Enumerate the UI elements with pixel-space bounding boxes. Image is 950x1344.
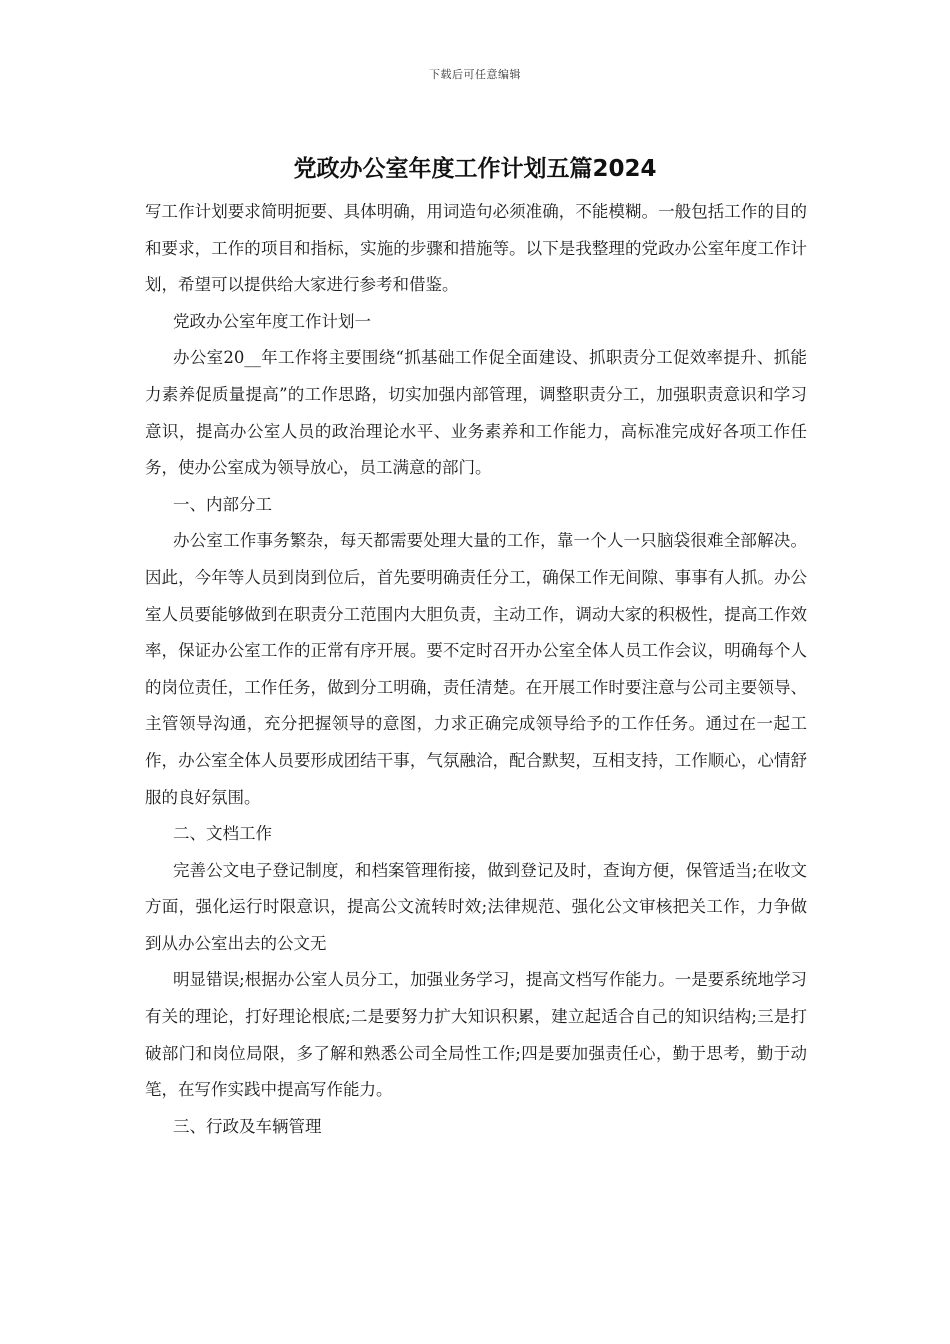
section-heading-plan-one: 党政办公室年度工作计划一 [173, 311, 371, 331]
intro-paragraph: 写工作计划要求简明扼要、具体明确，用词造句必须准确，不能模糊。一般包括工作的目的和要求，工作的项目和指标，实施的步骤和措施等。以下是我整理的党政办公室年度工作计划，希望可以提供给大家进行参考和借鉴。 [145, 202, 807, 295]
document-body [145, 194, 807, 1145]
heading-internal-division: 一、内部分工 [173, 494, 272, 514]
document-title: 党政办公室年度工作计划五篇2024 [293, 156, 657, 182]
plan-one-paragraph: 办公室20__年工作将主要围绕“抓基础工作促全面建设、抓职责分工促效率提升、抓能力素养促质量提高”的工作思路，切实加强内部管理，调整职责分工，加强职责意识和学习意识，提高办公室人员的政治理论水平、业务素养和工作能力，高标准完成好各项工作任务，使办公室成为领导放心，员工满意的部门。 [145, 348, 807, 478]
document-work-paragraph-continued: 明显错误;根据办公室人员分工，加强业务学习，提高文档写作能力。一是要系统地学习有关的理论，打好理论根底;二是要努力扩大知识积累，建立起适合自己的知识结构;三是打破部门和岗位局限，多了解和熟悉公司全局性工作;四是要加强责任心，勤于思考，勤于动笔，在写作实践中提高写作能力。 [145, 970, 807, 1100]
internal-division-paragraph: 办公室工作事务繁杂，每天都需要处理大量的工作，靠一个人一只脑袋很难全部解决。因此，今年等人员到岗到位后，首先要明确责任分工，确保工作无间隙、事事有人抓。办公室人员要能够做到在职责分工范围内大胆负责，主动工作，调动大家的积极性，提高工作效率，保证办公室工作的正常有序开展。要不定时召开办公室全体人员工作会议，明确每个人的岗位责任，工作任务，做到分工明确，责任清楚。在开展工作时要注意与公司主要领导、主管领导沟通，充分把握领导的意图，力求正确完成领导给予的工作任务。通过在一起工作，办公室全体人员要形成团结干事，气氛融洽，配合默契，互相支持，工作顺心，心情舒服的良好氛围。 [145, 531, 807, 807]
heading-admin-vehicle: 三、行政及车辆管理 [173, 1116, 322, 1136]
document-work-paragraph: 完善公文电子登记制度，和档案管理衔接，做到登记及时，查询方便，保管适当;在收文方面，强化运行时限意识，提高公文流转时效;法律规范、强化公文审核把关工作，力争做到从办公室出去的公文无 [145, 860, 807, 953]
header-note: 下载后可任意编辑 [429, 68, 521, 81]
heading-document-work: 二、文档工作 [173, 824, 272, 844]
